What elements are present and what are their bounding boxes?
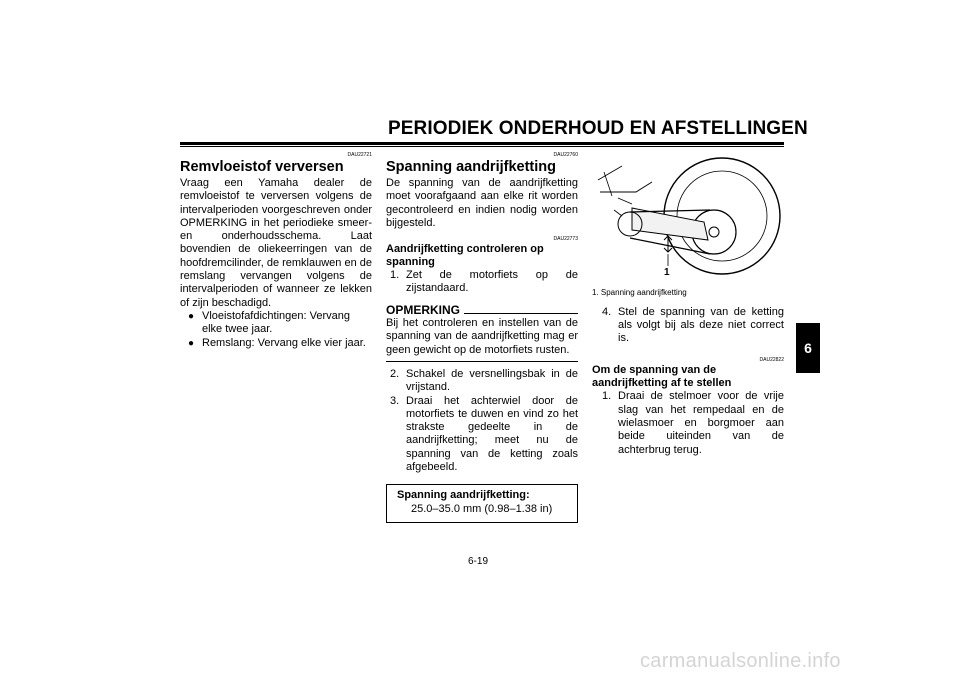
step-number: 3.	[390, 394, 400, 407]
step-text: Zet de motorfiets op de zijstandaard.	[406, 269, 578, 295]
section-title: Spanning aandrijfketting	[386, 159, 556, 175]
section-code: DAU22760	[553, 152, 578, 158]
bullet-text: Remslang: Vervang elke vier jaar.	[202, 336, 366, 349]
swingarm	[632, 208, 708, 240]
rear-rim	[677, 171, 767, 261]
middle-column	[386, 152, 578, 523]
note-rule	[464, 313, 578, 314]
subsection-title: Om de spanning van de aandrijfketting af te stellen	[592, 364, 732, 390]
left-column	[180, 152, 372, 350]
spec-title: Spanning aandrijfketting:	[397, 489, 530, 502]
frame-detail	[614, 198, 632, 216]
section-code: DAU22773	[553, 236, 578, 243]
bullet-text: Vloeistofafdichtingen: Vervang elke twee jaar.	[202, 309, 350, 336]
chain-illustration	[592, 152, 784, 280]
bullet-item	[188, 337, 372, 350]
section-paragraph: De spanning van de aandrijfketting moet voorafgaand aan elke rit worden gecontroleerd en indien nodig worden bijgesteld.	[386, 177, 578, 229]
note-text: Bij het controleren en instellen van de spanning van de aandrijfketting mag er geen gewicht op de motorfiets rusten.	[386, 317, 578, 356]
chapter-tab[interactable]: 6	[796, 323, 820, 373]
section-code: DAU22822	[759, 357, 784, 364]
note-title: OPMERKING	[386, 302, 461, 317]
header-rule	[180, 142, 784, 145]
watermark: carmanualsonline.info	[640, 650, 841, 672]
step-number: 4.	[602, 305, 612, 318]
bullet-icon: ●	[188, 337, 195, 349]
step-text: Draai het achterwiel door de motorfiets te duwen en vind zo het strakste gedeelte in de aandrijfketting; meet nu de spanning van de ketting zoals afgebeeld.	[406, 394, 578, 474]
note-end-rule	[386, 361, 578, 362]
spec-value: 25.0–35.0 mm (0.98–1.38 in)	[411, 502, 553, 515]
step-text: Stel de spanning van de ketting als volgt bij als deze niet correct is.	[618, 305, 784, 345]
bullet-item	[188, 310, 372, 337]
wheel-axle	[709, 227, 719, 237]
step-item	[386, 269, 578, 296]
step-item	[386, 368, 578, 395]
section-paragraph: Vraag een Yamaha dealer de remvloeistof te verversen volgens de intervalperioden voorgeschreven onder OPMERKING in het periodieke smeer- en onderhoudsschema. Laat bovendien de oliekeerringen van de hoofdremcilinder, de remklauwen en de remslang vervangen volgens de intervalperioden of wanneer ze lekken of zijn beschadigd.	[180, 177, 373, 309]
section-title: Remvloeistof verversen	[180, 159, 344, 175]
step-text: Draai de stelmoer voor de vrije slag van het rempedaal en de wielasmoer en borgmoer aan beide uiteinden van de achterbrug terug.	[618, 390, 784, 456]
step-number: 1.	[390, 269, 400, 282]
figure-callout-label: 1	[664, 267, 670, 278]
rear-wheel	[664, 158, 780, 274]
step-number: 1.	[602, 390, 612, 403]
note-header	[386, 304, 578, 317]
bullet-icon: ●	[188, 310, 195, 322]
right-column	[592, 152, 784, 457]
section-code: DAU22721	[347, 152, 372, 158]
header-rule-thin	[180, 146, 784, 147]
subsection-title: Aandrijfketting controleren op spanning	[386, 243, 544, 269]
spec-box	[386, 484, 578, 523]
step-text: Schakel de versnellingsbak in de vrijstand.	[406, 367, 578, 394]
step-item	[386, 395, 578, 475]
step-item	[592, 306, 784, 346]
page-number: 6-19	[468, 556, 489, 567]
step-item	[592, 390, 784, 456]
figure-caption: 1. Spanning aandrijfketting	[592, 288, 687, 298]
step-number: 2.	[390, 367, 400, 380]
page-header-title: PERIODIEK ONDERHOUD EN AFSTELLINGEN	[388, 118, 808, 139]
